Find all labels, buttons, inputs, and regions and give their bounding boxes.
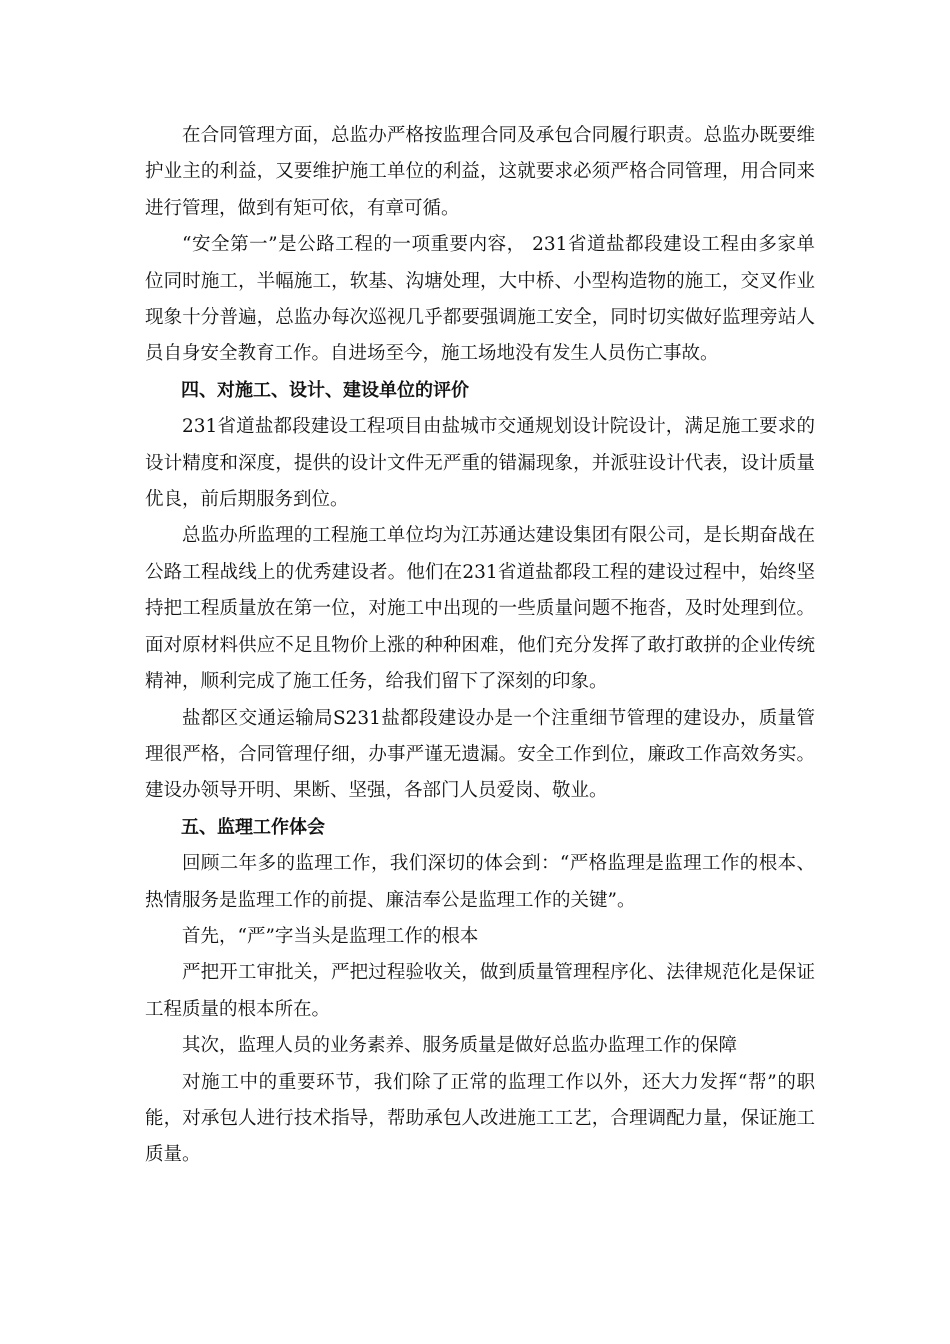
paragraph-first-point: 首先，“严”字当头是监理工作的根本 [182,925,479,947]
paragraph-second-point: 其次，监理人员的业务素养、服务质量是做好总监办监理工作的保障 [182,1035,738,1057]
section-heading-evaluation: 四、对施工、设计、建设单位的评价 [181,379,469,401]
paragraph-safety: “安全第一”是公路工程的一项重要内容， 231省道盐都段建设工程由多家单位同时施工，半幅施工，软基、沟塘处理，大中桥、小型构造物的施工，交叉作业现象十分普遍，总监办每次巡视几乎都要强调施工安全，同时切实做好监理旁站人员自身安全教育工作。自进场至今，施工场地没有发生人员伤亡事故。 [145,234,815,365]
paragraph-experience-summary: 回顾二年多的监理工作，我们深切的体会到：“严格监理是监理工作的根本、热情服务是监理工作的前提、廉洁奉公是监理工作的关键”。 [145,853,815,911]
paragraph-first-detail: 严把开工审批关，严把过程验收关，做到质量管理程序化、法律规范化是保证工程质量的根本所在。 [145,962,815,1020]
section-heading-experience: 五、监理工作体会 [181,816,325,838]
paragraph-owner-evaluation: 盐都区交通运输局S231盐都段建设办是一个注重细节管理的建设办，质量管理很严格，合同管理仔细，办事严谨无遗漏。安全工作到位，廉政工作高效务实。建设办领导开明、果断、坚强，各部门人员爱岗、敬业。 [145,707,815,802]
paragraph-construction-evaluation: 总监办所监理的工程施工单位均为江苏通达建设集团有限公司，是长期奋战在公路工程战线上的优秀建设者。他们在231省道盐都段工程的建设过程中，始终坚持把工程质量放在第一位，对施工中出现的一些质量问题不拖沓，及时处理到位。面对原材料供应不足且物价上涨的种种困难，他们充分发挥了敢打敢拼的企业传统精神，顺利完成了施工任务，给我们留下了深刻的印象。 [145,525,815,693]
paragraph-design-evaluation: 231省道盐都段建设工程项目由盐城市交通规划设计院设计，满足施工要求的设计精度和深度，提供的设计文件无严重的错漏现象，并派驻设计代表，设计质量优良，前后期服务到位。 [145,416,815,511]
paragraph-contract-management: 在合同管理方面，总监办严格按监理合同及承包合同履行职责。总监办既要维护业主的利益，又要维护施工单位的利益，这就要求必须严格合同管理，用合同来进行管理，做到有矩可依，有章可循。 [145,125,815,219]
paragraph-second-detail: 对施工中的重要环节，我们除了正常的监理工作以外，还大力发挥“帮”的职能，对承包人进行技术指导，帮助承包人改进施工工艺，合理调配力量，保证施工质量。 [145,1071,815,1166]
document-body [145,118,815,1174]
